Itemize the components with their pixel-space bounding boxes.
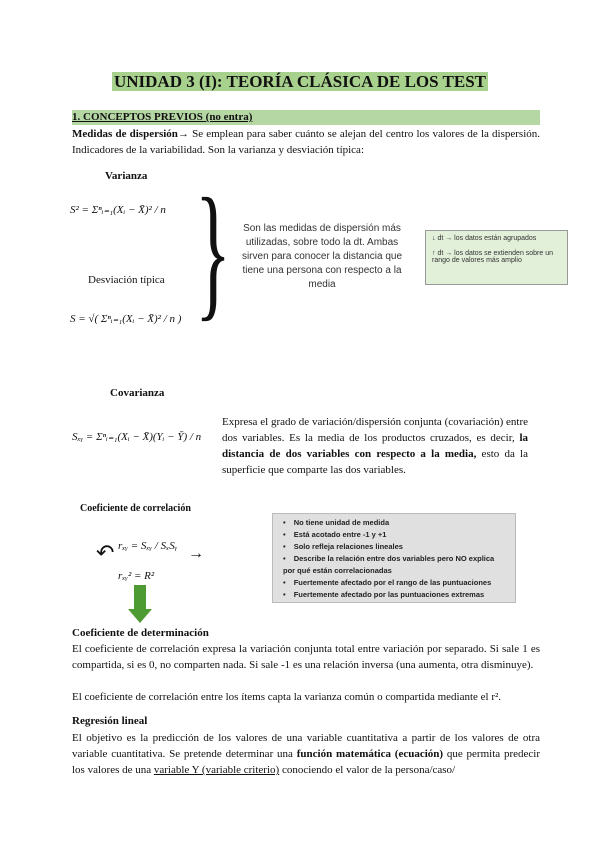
down-arrow-icon — [128, 585, 152, 623]
correlacion-label: Coeficiente de correlación — [80, 503, 191, 514]
dt-note-box: ↓ dt → los datos están agrupados ↑ dt → los datos se extienden sobre un rango de valores más amplio — [425, 230, 568, 285]
intro-paragraph: Medidas de dispersión→ Se emplean para saber cuánto se alejan del centro los valores de la dispersión. Indicadores de la variabilidad. Son la varianza y desviación típica: — [72, 128, 540, 156]
determinacion-p1: El coeficiente de correlación expresa la variación conjunta total entre variación por separado. Si sale 1 es compartida, si es 0, no comparten nada. Si sale -1 es una relación inversa (una aumenta, otra disminuye). — [72, 643, 540, 671]
regresion-paragraph: El objetivo es la predicción de los valores de una variable cuantitativa a partir de los valores de otra variable cuantitativa. Se pretende determinar una función matemática (ecuación) que permita predecir los valores de una variable Y (variable criterio) conociendo el valor de la persona/caso/ — [72, 732, 540, 776]
r2-formula: rₓᵧ² = R² — [118, 570, 155, 582]
curved-arrow-icon: ↶ — [96, 540, 115, 565]
dispersion-note: Son las medidas de dispersión más utilizadas, sobre todo la dt. Ambas sirven para conocer la distancia que tiene una persona con respecto a la media — [241, 223, 403, 290]
covarianza-formula: Sₓᵧ = Σⁿᵢ₌₁(Xᵢ − X̄)(Yᵢ − Ȳ) / n — [72, 431, 202, 443]
section-heading: 1. CONCEPTOS PREVIOS (no entra) — [72, 110, 540, 125]
regresion-label: Regresión lineal — [72, 715, 148, 727]
covarianza-label: Covarianza — [110, 387, 165, 399]
correlacion-formula: rₓᵧ = Sₓᵧ / SₓSᵧ — [118, 540, 178, 552]
desviacion-label: Desviación típica — [88, 274, 165, 286]
page-title: UNIDAD 3 (I): TEORÍA CLÁSICA DE LOS TEST — [113, 72, 487, 91]
determinacion-label: Coeficiente de determinación — [72, 627, 209, 639]
covarianza-text: Expresa el grado de variación/dispersión conjunta (covariación) entre dos variables. Es la media de los productos cruzados, es decir, la distancia de dos variables con respecto a la media, esto da la superficie que comparte las dos variables. — [222, 416, 528, 476]
brace: } — [195, 168, 231, 334]
varianza-formula: S² = Σⁿᵢ₌₁(Xᵢ − X̄)² / n — [70, 204, 166, 216]
determinacion-p2: El coeficiente de correlación entre los ítems capta la varianza común o compartida mediante el r². — [72, 691, 502, 703]
desviacion-formula: S = √( Σⁿᵢ₌₁(Xᵢ − X̄)² / n ) — [70, 313, 182, 325]
right-arrow-icon: → — [188, 545, 204, 562]
varianza-label: Varianza — [105, 170, 148, 182]
correlacion-properties-box: • No tiene unidad de medida • Está acotado entre -1 y +1 • Solo refleja relaciones lineales • Describe la relación entre dos variables pero NO explica por qué están correlacionadas • Fuertemente afectado por el rango de las puntuaciones • Fuertemente afectado por las puntuaciones extremas — [272, 513, 516, 603]
